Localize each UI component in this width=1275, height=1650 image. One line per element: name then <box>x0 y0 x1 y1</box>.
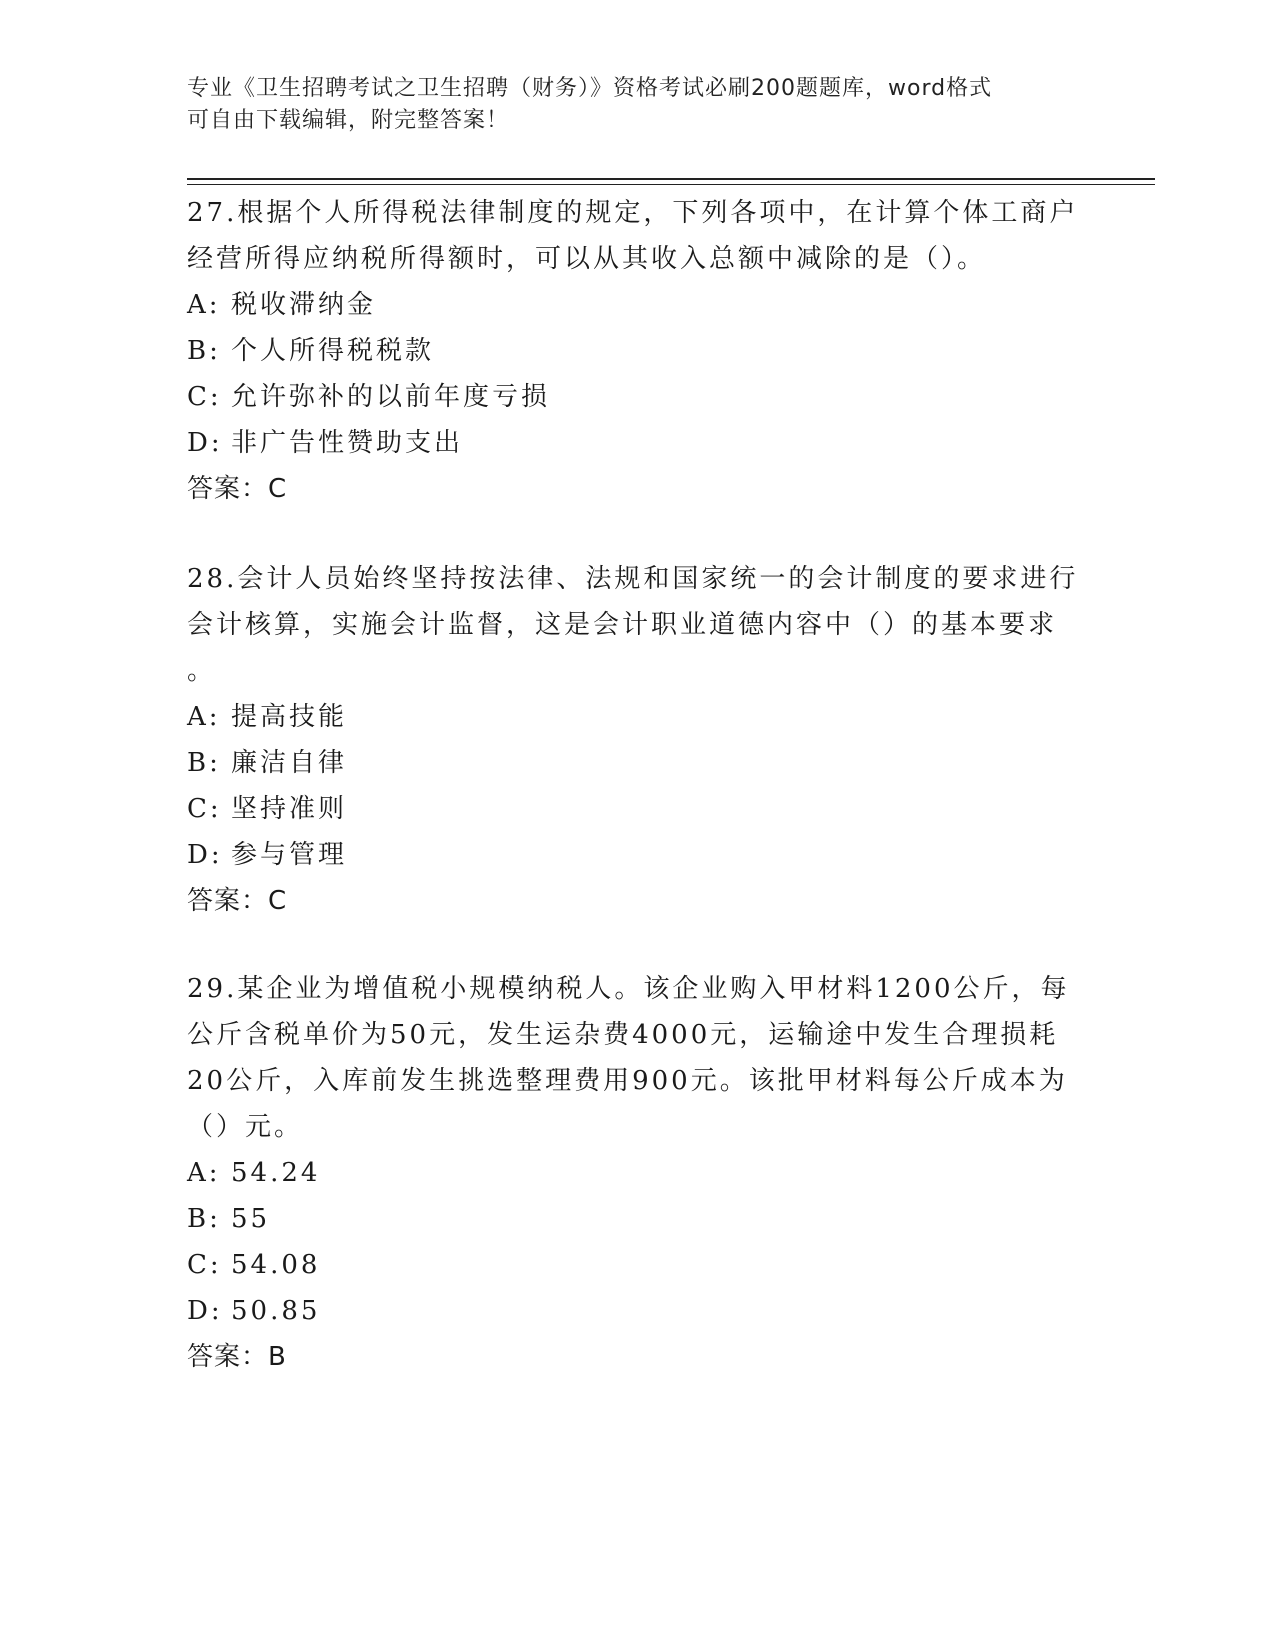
option-b <box>187 740 1087 786</box>
question-stem-line: （）元。 <box>187 1112 304 1142</box>
header-line-1: 专业《卫生招聘考试之卫生招聘（财务）》资格考试必刷200题题库，word格式 <box>187 76 993 101</box>
option-c <box>187 786 1087 832</box>
option-d <box>187 420 1087 466</box>
option-key: B: <box>187 748 221 778</box>
option-key: D: <box>187 1296 223 1326</box>
option-text: 参与管理 <box>231 840 348 870</box>
option-text: 个人所得税税款 <box>231 336 435 366</box>
option-key: D: <box>187 428 223 458</box>
header-divider-thin <box>187 184 1155 185</box>
option-text: 50.85 <box>231 1296 321 1326</box>
option-key: A: <box>187 702 221 732</box>
option-key: C: <box>187 382 222 412</box>
question-stem-line: 28.会计人员始终坚持按法律、法规和国家统一的会计制度的要求进行 <box>187 564 1079 594</box>
option-text: 非广告性赞助支出 <box>231 428 464 458</box>
document-header <box>187 73 1067 137</box>
option-text: 54.08 <box>231 1250 321 1280</box>
question-29 <box>187 966 1087 1380</box>
question-stem-line: 经营所得应纳税所得额时，可以从其收入总额中减除的是（）。 <box>187 244 987 274</box>
option-key: C: <box>187 1250 222 1280</box>
option-text: 54.24 <box>231 1158 321 1188</box>
question-stem-line: 公斤含税单价为50元，发生运杂费4000元，运输途中发生合理损耗 <box>187 1020 1059 1050</box>
option-a <box>187 694 1087 740</box>
header-divider-thick <box>187 178 1155 180</box>
option-text: 允许弥补的以前年度亏损 <box>231 382 551 412</box>
option-c <box>187 1242 1087 1288</box>
option-b <box>187 1196 1087 1242</box>
option-c <box>187 374 1087 420</box>
answer-line: 答案：C <box>187 886 288 916</box>
question-stem-line: 。 <box>187 656 217 686</box>
question-stem-line: 20公斤，入库前发生挑选整理费用900元。该批甲材料每公斤成本为 <box>187 1066 1068 1096</box>
option-key: A: <box>187 290 221 320</box>
header-line-2: 可自由下载编辑，附完整答案！ <box>187 108 510 133</box>
option-text: 55 <box>231 1204 271 1234</box>
question-stem-line: 会计核算，实施会计监督，这是会计职业道德内容中（）的基本要求 <box>187 610 1058 640</box>
option-key: B: <box>187 1204 221 1234</box>
option-key: A: <box>187 1158 221 1188</box>
option-text: 税收滞纳金 <box>231 290 377 320</box>
question-stem-line: 27.根据个人所得税法律制度的规定，下列各项中，在计算个体工商户 <box>187 198 1079 228</box>
option-d <box>187 1288 1087 1334</box>
option-b <box>187 328 1087 374</box>
option-text: 提高技能 <box>231 702 348 732</box>
option-d <box>187 832 1087 878</box>
option-key: B: <box>187 336 221 366</box>
question-28 <box>187 556 1087 924</box>
answer-line: 答案：B <box>187 1342 287 1372</box>
question-27 <box>187 190 1087 512</box>
question-stem-line: 29.某企业为增值税小规模纳税人。该企业购入甲材料1200公斤，每 <box>187 974 1070 1004</box>
option-key: C: <box>187 794 222 824</box>
option-a <box>187 1150 1087 1196</box>
option-key: D: <box>187 840 223 870</box>
option-text: 坚持准则 <box>231 794 348 824</box>
option-a <box>187 282 1087 328</box>
answer-line: 答案：C <box>187 474 288 504</box>
option-text: 廉洁自律 <box>231 748 348 778</box>
